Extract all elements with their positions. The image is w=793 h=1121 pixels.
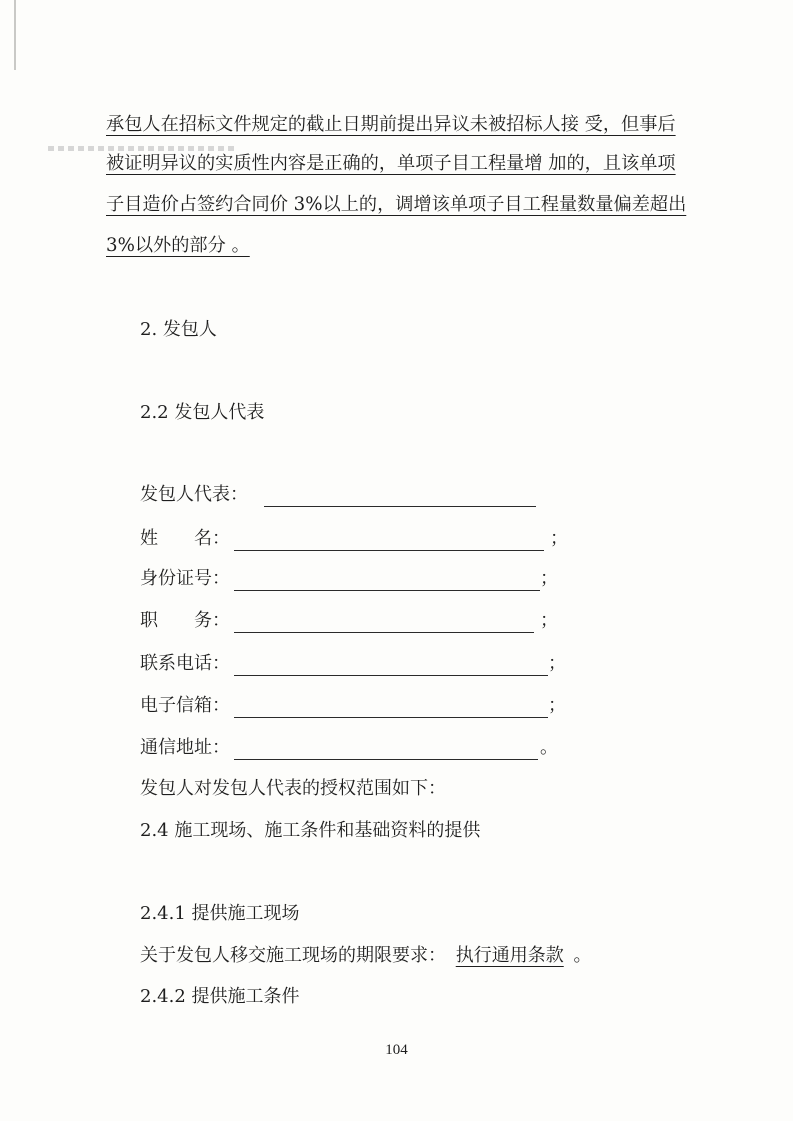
section-2-heading: 2. 发包人 (140, 319, 217, 340)
fill-blank-line[interactable] (234, 759, 538, 760)
fill-blank-line[interactable] (234, 550, 544, 551)
site-handover-value[interactable]: 执行通用条款 (455, 945, 564, 966)
field-label: 通信地址： (140, 737, 230, 758)
field-label: 姓 名： (140, 528, 230, 549)
field-label: 电子信箱： (140, 695, 230, 716)
rep-field-address (140, 735, 558, 761)
site-handover-line (140, 943, 591, 969)
site-handover-prefix: 关于发包人移交施工现场的期限要求： (140, 945, 446, 966)
paragraph-line-1: 承包人在招标文件规定的截止日期前提出异议未被招标人接 受，但事后 (106, 114, 676, 135)
fill-blank-line[interactable] (264, 506, 536, 507)
rep-field-position (140, 608, 558, 634)
section-2-4-2-heading: 2.4.2 提供施工条件 (140, 986, 300, 1007)
rep-field-email (140, 693, 566, 719)
field-label: 发包人代表： (140, 484, 248, 505)
paragraph-line-4: 3%以外的部分 。 (106, 235, 250, 256)
field-end-punct: ； (550, 528, 568, 549)
field-end-punct: ； (540, 568, 558, 589)
paragraph-line-3: 子目造价占签约合同价 3%以上的，调增该单项子目工程量数量偏差超出 (106, 194, 687, 215)
rep-field-representative (140, 482, 248, 508)
field-end-punct: 。 (540, 737, 558, 758)
page-number: 104 (385, 1042, 408, 1058)
fill-blank-line[interactable] (234, 675, 548, 676)
field-label: 联系电话： (140, 653, 230, 674)
section-2-4-1-heading: 2.4.1 提供施工现场 (140, 903, 300, 924)
fill-blank-line[interactable] (234, 717, 548, 718)
fill-blank-line[interactable] (234, 590, 540, 591)
field-end-punct: ； (540, 610, 558, 631)
field-end-punct: ； (548, 695, 566, 716)
field-label: 职 务： (140, 610, 230, 631)
section-2-4-heading: 2.4 施工现场、施工条件和基础资料的提供 (140, 820, 481, 841)
field-label: 身份证号： (140, 568, 230, 589)
rep-field-phone (140, 651, 566, 677)
rep-field-name (140, 526, 568, 552)
authority-scope-text: 发包人对发包人代表的授权范围如下： (140, 778, 446, 799)
field-end-punct: ； (548, 653, 566, 674)
paragraph-line-2: 被证明异议的实质性内容是正确的，单项子目工程量增 加的，且该单项 (106, 153, 676, 174)
scan-edge-mark (14, 0, 16, 70)
site-handover-suffix: 。 (573, 945, 592, 966)
rep-field-id-number (140, 566, 558, 592)
section-2-2-heading: 2.2 发包人代表 (140, 402, 265, 423)
fill-blank-line[interactable] (234, 632, 534, 633)
